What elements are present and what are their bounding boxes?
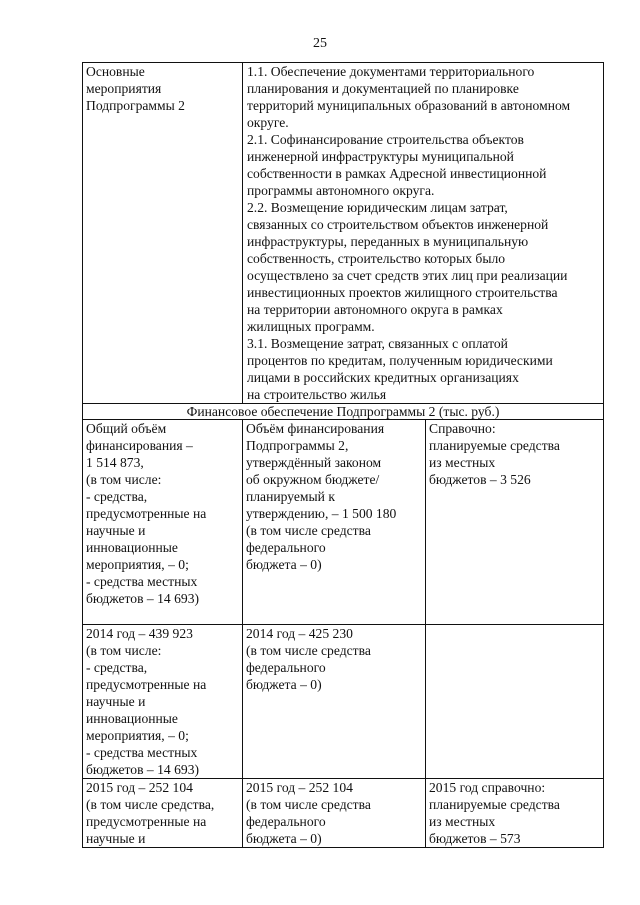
total-right-cell: Справочно: планируемые средства из местных бюджетов – 3 526 (429, 421, 560, 488)
activities-text: 1.1. Обеспечение документами территориального планирования и документацией по планировке территорий муниципальных образований в автономном округе. 2.1. Софинансирование строительства объектов инженерной инфраструктуры муниципальной собственности в рамках Адресной инвестиционной программы автономного округа. 2.2. Возмещение юридическим лицам затрат, связанных со строительством объектов инженерной инфраструктуры, переданных в муниципальную собственность, строительство которых было осуществлено за счет средств этих лиц при реализации инвестиционных проектов жилищного строительства на территории автономного округа в рамках жилищных программ. 3.1. Возмещение затрат, связанных с оплатой процентов по кредитам, полученным юридическими лицами в российских кредитных организациях на строительство жилья (247, 64, 571, 402)
activities-label: Основные мероприятия Подпрограммы 2 (83, 63, 243, 403)
program-table (82, 62, 604, 848)
year-2015-left-cell: 2015 год – 252 104 (в том числе средства, предусмотренные на научные и (83, 779, 243, 847)
year-2015-middle-cell: 2015 год – 252 104 (в том числе средства федерального бюджета – 0) (243, 779, 426, 847)
table-row-total (83, 420, 603, 625)
year-2014-right-cell (426, 625, 603, 778)
table-row-2014 (83, 625, 603, 779)
table-row-financing-header (83, 404, 603, 420)
year-2014-left-cell: 2014 год – 439 923 (в том числе: - средства, предусмотренные на научные и инновационные мероприятия, – 0; - средства местных бюджетов – 14 693) (83, 625, 243, 778)
total-middle-cell: Объём финансирования Подпрограммы 2, утверждённый законом об окружном бюджете/ планируемый к утверждению, – 1 500 180 (в том числе средства федерального бюджета – 0) (243, 420, 426, 624)
table-row-activities (83, 63, 603, 404)
total-left-cell: Общий объём финансирования – 1 514 873, (в том числе: - средства, предусмотренные на научные и инновационные мероприятия, – 0; - средства местных бюджетов – 14 693) (83, 420, 243, 624)
year-2014-middle-cell: 2014 год – 425 230 (в том числе средства федерального бюджета – 0) (243, 625, 426, 778)
financing-header: Финансовое обеспечение Подпрограммы 2 (тыс. руб.) (186, 404, 500, 419)
page-number: 25 (313, 36, 327, 51)
year-2015-right-cell: 2015 год справочно: планируемые средства из местных бюджетов – 573 (429, 780, 560, 846)
table-row-2015 (83, 779, 603, 847)
